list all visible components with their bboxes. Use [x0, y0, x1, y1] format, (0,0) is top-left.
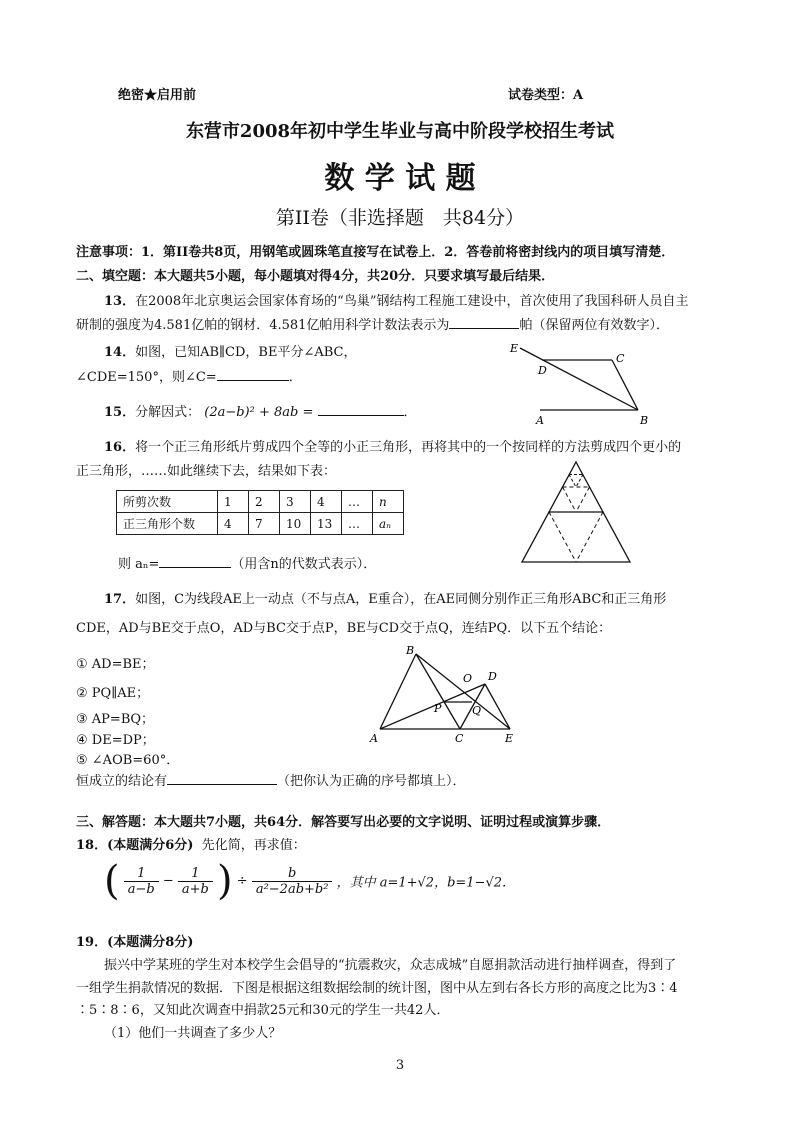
fraction: [124, 866, 159, 897]
q15-expression: (2a−b)² + 8ab =: [204, 405, 314, 420]
q13-number: 13．: [104, 294, 136, 309]
table-cell: 13: [311, 513, 342, 535]
page-number: 3: [395, 1058, 405, 1073]
dash-line: [563, 487, 577, 512]
label-a: A: [536, 414, 544, 427]
q16-figure: [520, 458, 640, 568]
q14-text3: ．: [288, 370, 302, 385]
numerator: b: [252, 866, 333, 882]
q15-number: 15．: [104, 405, 136, 420]
denominator: a−b: [127, 881, 155, 897]
divide-sign: ÷: [236, 873, 248, 889]
q17-number: 17．: [104, 592, 136, 607]
q14-figure: [500, 340, 660, 430]
table-cell: 3: [280, 491, 311, 513]
q13-line1: [104, 290, 688, 309]
q19-line1: 振兴中学某班的学生对本校学生会倡导的“抗震救灾，众志成城”自愿捐款活动进行抽样调查，得到了: [104, 958, 677, 973]
q14-line1: [104, 341, 356, 360]
q18-expression: [104, 858, 515, 904]
q15-end: ．: [403, 405, 417, 420]
q13-text2: 研制的强度为4.581亿帕的钢材．4.581亿帕用科学计数法表示为: [76, 318, 450, 333]
q18-condition: ，其中 a=1+√2，b=1−√2．: [336, 875, 516, 891]
left-paren: (: [104, 858, 120, 904]
q13-line2: [76, 314, 669, 333]
q17-line2: CDE，AD与BE交于点O，AD与BC交于点P，BE与CD交于点Q，连结PQ．以下五个结论：: [76, 621, 612, 636]
label-d: D: [488, 670, 497, 683]
q16-line1: [104, 436, 681, 455]
q14-text1: 如图，已知AB∥CD，BE平分∠ABC，: [135, 345, 357, 360]
table-cell: n: [373, 491, 404, 513]
label-q: Q: [472, 704, 482, 717]
q16-answer-line: [118, 553, 376, 572]
segment-ab: [380, 654, 416, 729]
exam-title: 东营市2008年初中学生毕业与高中阶段学校招生考试: [185, 121, 615, 142]
minus-sign: −: [162, 873, 174, 889]
q13-answer-blank[interactable]: [449, 316, 519, 329]
numerator: 1: [178, 866, 213, 882]
label-e: E: [505, 732, 514, 744]
paper-type-label: 试卷类型：A: [508, 88, 584, 103]
table-cell: …: [342, 491, 373, 513]
q13-text1: 在2008年北京奥运会国家体育场的“鸟巢”钢结构工程施工建设中，首次使用了我国科研人员自主: [135, 294, 689, 309]
fraction: [178, 866, 213, 897]
label-b: B: [640, 414, 649, 427]
q16-number: 16．: [104, 440, 136, 455]
label-b: B: [406, 644, 415, 657]
table-cell: 所剪次数: [117, 491, 218, 513]
dash-line: [576, 475, 583, 488]
q14-line2: [76, 366, 302, 385]
numerator: 1: [124, 866, 159, 882]
q17-item: ④ DE=DP；: [76, 733, 155, 748]
notes: 注意事项：1．第II卷共8页，用钢笔或圆珠笔直接写在试卷上．2．答卷前将密封线内的项目填写清楚．: [76, 245, 675, 260]
segment-be: [416, 654, 510, 729]
q17-text1: 如图，C为线段AE上一动点（不与点A，E重合），在AE同侧分别作正三角形ABC和正三角形: [135, 592, 667, 607]
label-p: P: [434, 702, 442, 715]
q14-text2: ∠CDE=150°，则∠C=: [76, 370, 217, 385]
label-d: D: [538, 364, 547, 377]
right-paren: ): [217, 858, 233, 904]
q14-number: 14．: [104, 345, 136, 360]
q19-number: 19．(本题满分8分): [76, 935, 194, 950]
section-title: 第II卷（非选择题 共84分）: [275, 207, 525, 229]
table-cell: …: [342, 513, 373, 535]
table-cell: 7: [249, 513, 280, 535]
table-cell: 1: [218, 491, 249, 513]
q16-line2: 正三角形，……如此继续下去，结果如下表：: [76, 464, 337, 479]
segment-ad: [380, 684, 485, 729]
q15-line: [104, 401, 417, 420]
dash-line: [576, 487, 590, 512]
q14-answer-blank[interactable]: [217, 368, 289, 381]
label-a: A: [370, 732, 378, 744]
table-cell: 10: [280, 513, 311, 535]
q16-answer-blank[interactable]: [159, 555, 231, 568]
label-c: C: [455, 732, 464, 744]
table-cell: aₙ: [373, 513, 404, 535]
part3-heading: 三、解答题：本大题共7小题，共64分．解答要写出必要的文字说明、证明过程或演算步骤．: [76, 815, 611, 830]
label-c: C: [616, 352, 625, 365]
q17-tail-note: （把你认为正确的序号都填上）．: [277, 774, 466, 789]
table-row: [117, 491, 404, 513]
q18-number: 18．(本题满分6分): [76, 838, 194, 853]
q17-item: ① AD=BE；: [76, 657, 155, 672]
dash-line: [569, 475, 576, 488]
table-cell: 4: [311, 491, 342, 513]
q17-line1: [104, 588, 666, 607]
q16-text1: 将一个正三角形纸片剪成四个全等的小正三角形，再将其中的一个按同样的方法剪成四个更小的: [135, 440, 682, 455]
table-cell: 4: [218, 513, 249, 535]
q18-line: [76, 834, 306, 853]
secret-label: 绝密★启用前: [118, 88, 197, 103]
q17-item: ③ AP=BQ；: [76, 712, 155, 727]
q16-answer-text: 则 aₙ=: [118, 557, 160, 572]
segment-de: [485, 684, 510, 729]
q15-answer-blank[interactable]: [318, 403, 404, 416]
q17-figure: [368, 644, 528, 744]
table-cell: 正三角形个数: [117, 513, 218, 535]
segment-bc: [416, 654, 460, 729]
q17-item: ② PQ∥AE；: [76, 686, 150, 701]
denominator: a+b: [181, 881, 209, 897]
label-e: E: [510, 342, 519, 355]
table-cell: 2: [249, 491, 280, 513]
q17-tail: [76, 770, 466, 789]
q19-sub1: （1）他们一共调查了多少人？: [104, 1026, 282, 1041]
q19-line2: 一组学生捐款情况的数据．下图是根据这组数据绘制的统计图，图中从左到右各长方形的高度之比为3∶4: [76, 981, 678, 996]
dash-line: [576, 512, 603, 562]
q17-tail-text: 恒成立的结论有: [76, 774, 168, 789]
q15-text: 分解因式：: [135, 405, 201, 420]
label-o: O: [463, 672, 473, 685]
subject-title: 数 学 试 题: [324, 161, 476, 196]
part2-heading: 二、填空题：本大题共5小题，每小题填对得4分，共20分．只要求填写最后结果．: [76, 269, 555, 284]
q17-answer-blank[interactable]: [167, 772, 277, 785]
q16-table: [116, 490, 404, 535]
dash-line: [549, 512, 576, 562]
q19-line3: ∶5∶8∶6，又知此次调查中捐款25元和30元的学生一共42人．: [76, 1003, 450, 1018]
fraction: [252, 866, 333, 897]
q13-text3: 帕（保留两位有效数字）．: [519, 318, 669, 333]
table-row: [117, 513, 404, 535]
q18-text: 先化简，再求值：: [201, 838, 306, 853]
denominator: a²−2ab+b²: [255, 881, 329, 897]
q17-item: ⑤ ∠AOB=60°．: [76, 753, 180, 768]
q16-answer-note: （用含n的代数式表示）．: [231, 557, 377, 572]
